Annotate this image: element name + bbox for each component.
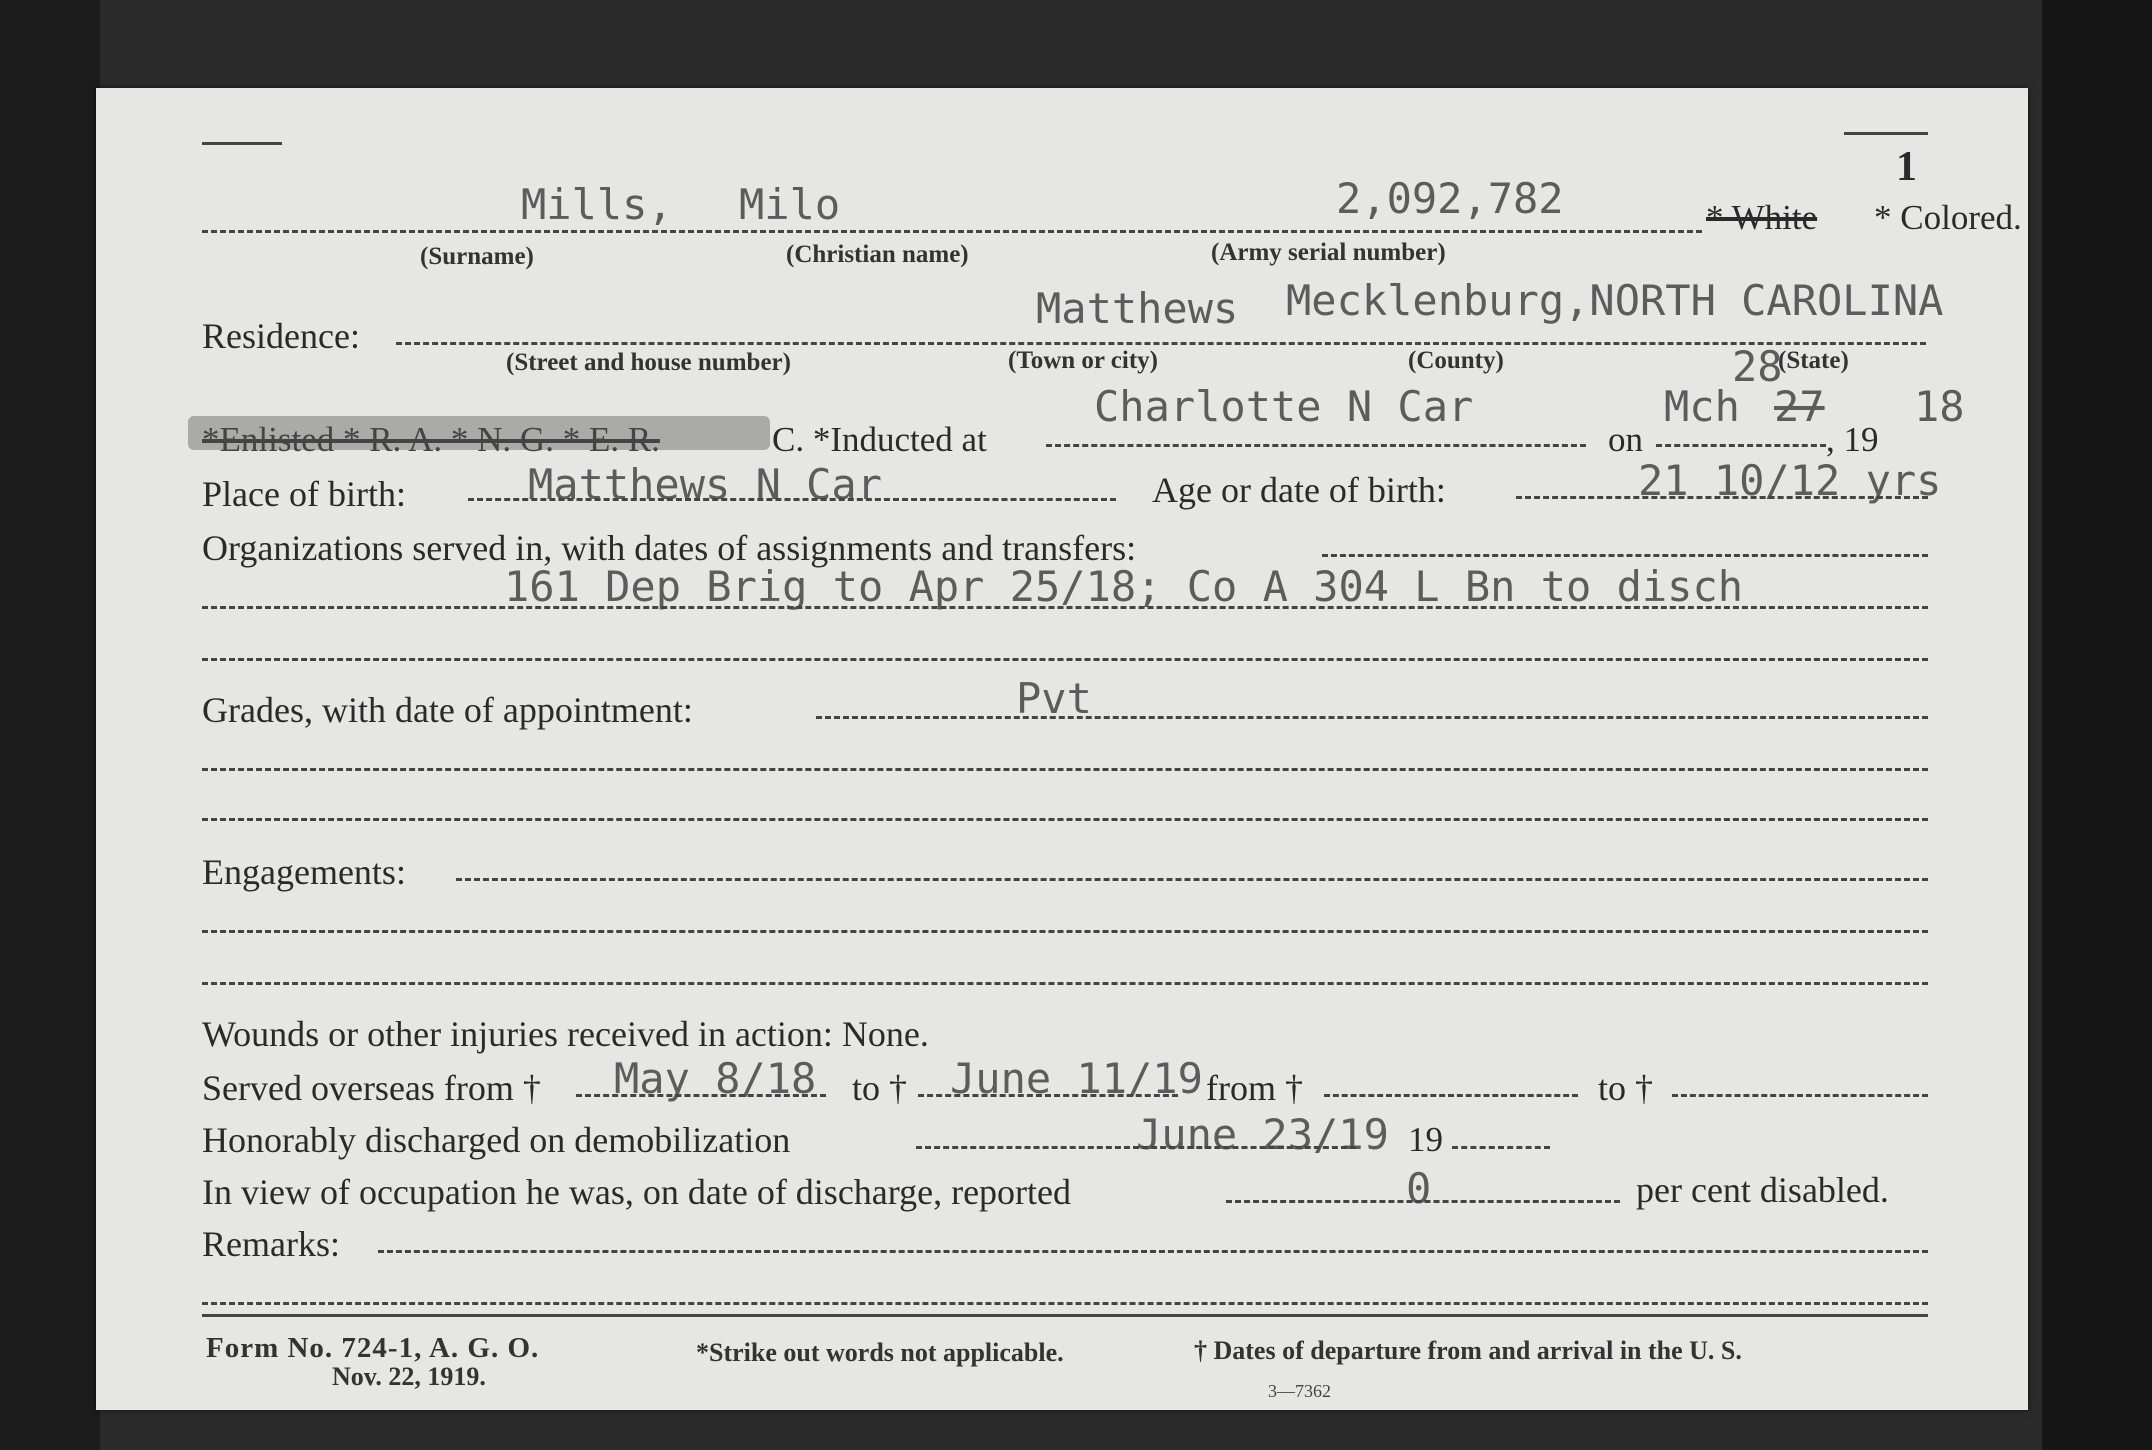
grades-line-1 bbox=[816, 716, 1928, 719]
discharge-label: Honorably discharged on demobilization bbox=[202, 1120, 791, 1160]
discharge-year-line bbox=[1452, 1146, 1550, 1149]
inducted-place-line bbox=[1046, 444, 1586, 447]
on-label: on bbox=[1608, 420, 1643, 459]
age-value: 21 10/12 yrs bbox=[1638, 456, 1942, 505]
footer-rule bbox=[202, 1314, 1928, 1317]
remarks-line-1 bbox=[378, 1250, 1928, 1253]
surname-value: Mills, bbox=[521, 180, 673, 229]
card-number: 1 bbox=[1896, 144, 1917, 190]
engagements-line-2 bbox=[202, 930, 1928, 933]
disability-value: 0 bbox=[1406, 1164, 1432, 1213]
discharge-date-value: June 23/19 bbox=[1136, 1110, 1389, 1159]
caption-state: (State) bbox=[1778, 347, 1849, 374]
dates-note: † Dates of departure from and arrival in the U. S. bbox=[1194, 1336, 1742, 1365]
enlisted-inducted-label: C. *Inducted at bbox=[772, 420, 987, 459]
birth-place-value: Matthews N Car bbox=[528, 460, 883, 509]
top-right-rule bbox=[1844, 132, 1928, 135]
organizations-line-3 bbox=[202, 658, 1928, 661]
organizations-label: Organizations served in, with dates of assignments and transfers: bbox=[202, 528, 1137, 568]
organizations-line-2 bbox=[202, 606, 1928, 609]
overseas-to-label-2: to † bbox=[1598, 1068, 1654, 1108]
overseas-to-line-2 bbox=[1672, 1094, 1928, 1097]
caption-christian-name: (Christian name) bbox=[786, 241, 969, 268]
strike-note: *Strike out words not applicable. bbox=[696, 1338, 1064, 1367]
inducted-place-value: Charlotte N Car bbox=[1094, 382, 1474, 431]
caption-serial-number: (Army serial number) bbox=[1211, 239, 1446, 266]
inducted-day-struck: 27 bbox=[1774, 382, 1825, 431]
grades-label: Grades, with date of appointment: bbox=[202, 690, 693, 730]
birth-place-label: Place of birth: bbox=[202, 474, 406, 514]
overseas-from-line bbox=[576, 1094, 826, 1097]
engagements-label: Engagements: bbox=[202, 852, 406, 892]
inducted-date-line bbox=[1656, 444, 1826, 447]
engagements-line-3 bbox=[202, 982, 1928, 985]
remarks-line-2 bbox=[202, 1302, 1928, 1305]
top-left-rule bbox=[202, 142, 282, 145]
form-date: Nov. 22, 1919. bbox=[332, 1362, 486, 1391]
disability-line bbox=[1226, 1200, 1620, 1203]
overseas-from-value: May 8/18 bbox=[614, 1054, 817, 1103]
engagements-line-1 bbox=[456, 878, 1928, 881]
residence-county-state-value: Mecklenburg,NORTH CAROLINA bbox=[1286, 276, 1944, 325]
background-right bbox=[2042, 0, 2152, 1450]
inducted-month-value: Mch bbox=[1664, 382, 1740, 431]
form-number: Form No. 724-1, A. G. O. bbox=[206, 1332, 540, 1364]
discharge-year-prefix: 19 bbox=[1408, 1120, 1443, 1159]
grade-value: Pvt bbox=[1016, 674, 1092, 723]
wounds-label: Wounds or other injuries received in action: None. bbox=[202, 1014, 929, 1054]
race-colored: * Colored. bbox=[1874, 198, 2022, 237]
background-left bbox=[0, 0, 100, 1450]
name-line bbox=[202, 230, 1702, 233]
disability-suffix: per cent disabled. bbox=[1636, 1170, 1889, 1210]
service-record-card bbox=[96, 88, 2028, 1410]
caption-surname: (Surname) bbox=[420, 243, 534, 270]
serial-number-value: 2,092,782 bbox=[1336, 174, 1564, 223]
enlisted-struck-options: *Enlisted * R. A. * N. G. * E. R. bbox=[202, 420, 660, 459]
print-code: 3—7362 bbox=[1268, 1381, 1331, 1401]
caption-street: (Street and house number) bbox=[506, 349, 791, 376]
overseas-to-value: June 11/19 bbox=[950, 1054, 1203, 1103]
race-white-struck: * White bbox=[1706, 198, 1818, 237]
grades-line-3 bbox=[202, 818, 1928, 821]
caption-county: (County) bbox=[1408, 347, 1504, 374]
inducted-year-prefix: , 19 bbox=[1826, 420, 1879, 459]
organizations-line-1 bbox=[1322, 554, 1928, 557]
overseas-to-label: to † bbox=[852, 1068, 908, 1108]
overseas-label: Served overseas from † bbox=[202, 1068, 541, 1108]
residence-line bbox=[396, 342, 1926, 345]
residence-town-value: Matthews bbox=[1036, 284, 1239, 333]
overseas-from-label-2: from † bbox=[1206, 1068, 1303, 1108]
overseas-to-line bbox=[918, 1094, 1178, 1097]
caption-town: (Town or city) bbox=[1008, 347, 1158, 374]
remarks-label: Remarks: bbox=[202, 1224, 340, 1264]
organizations-value: 161 Dep Brig to Apr 25/18; Co A 304 L Bn to disch bbox=[504, 562, 1744, 611]
grades-line-2 bbox=[202, 768, 1928, 771]
age-line bbox=[1516, 496, 1928, 499]
discharge-date-line bbox=[916, 1146, 1356, 1149]
residence-label: Residence: bbox=[202, 316, 360, 356]
inducted-year-value: 18 bbox=[1914, 382, 1965, 431]
christian-name-value: Milo bbox=[739, 180, 841, 229]
inducted-day-value: 28 bbox=[1732, 342, 1783, 391]
age-label: Age or date of birth: bbox=[1152, 470, 1446, 510]
disability-label: In view of occupation he was, on date of discharge, reported bbox=[202, 1172, 1072, 1212]
birth-place-line bbox=[468, 498, 1116, 501]
overseas-from-line-2 bbox=[1324, 1094, 1578, 1097]
